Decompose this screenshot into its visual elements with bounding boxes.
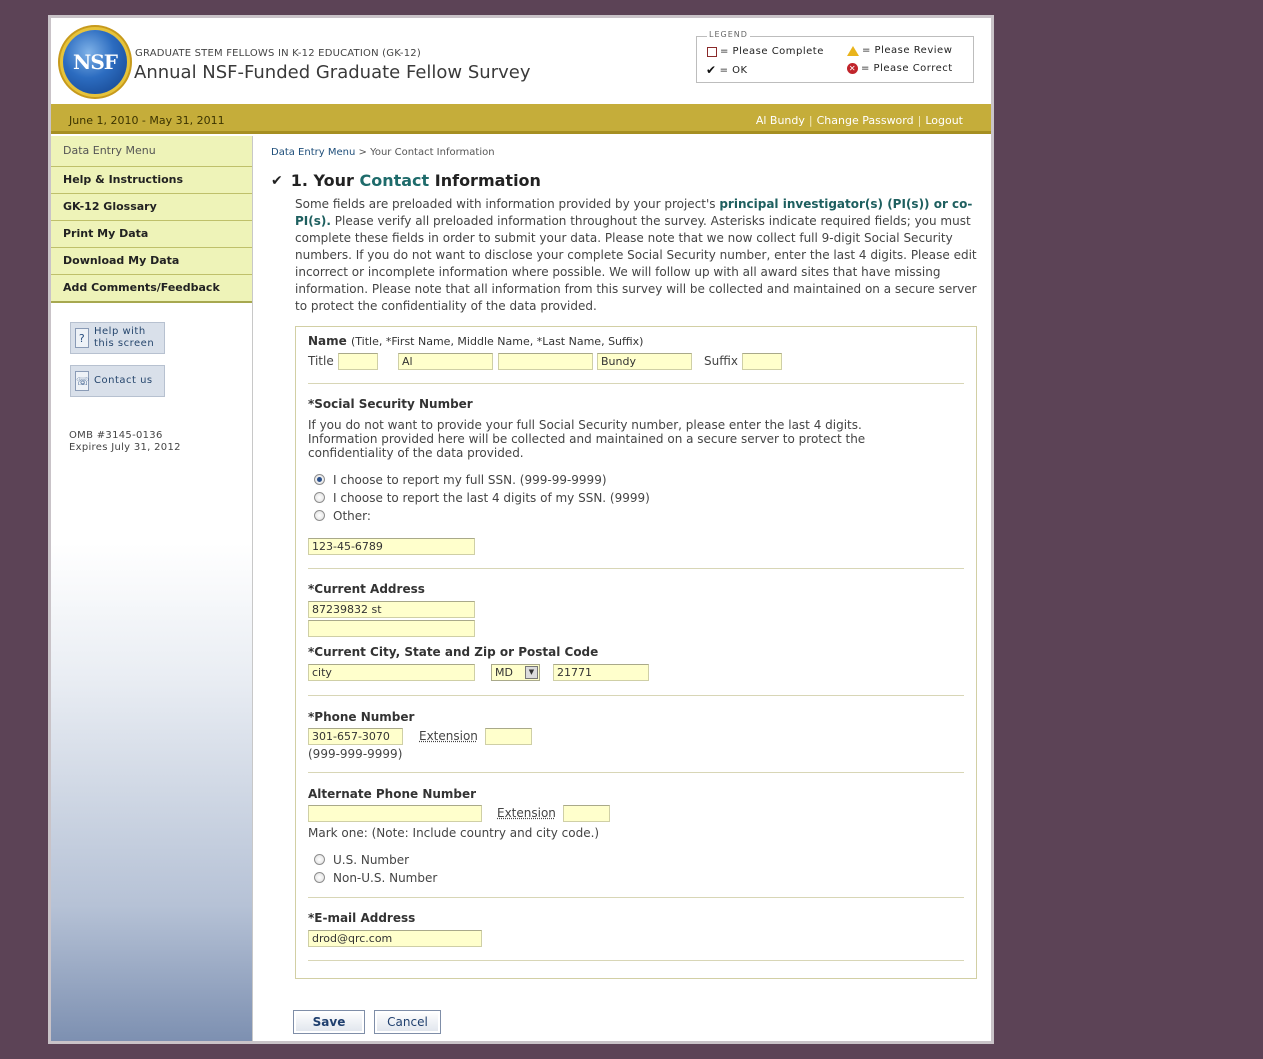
alt-phone-extension-label: Extension <box>497 806 556 820</box>
suffix-label: Suffix <box>704 354 738 368</box>
section-complete-check-icon: ✔ <box>271 172 283 189</box>
legend-please-complete-label: = Please Complete <box>720 46 824 57</box>
omb-info <box>69 430 181 454</box>
top-bar <box>51 104 991 134</box>
ssn-other-radio[interactable] <box>314 510 325 521</box>
reporting-period: June 1, 2010 - May 31, 2011 <box>69 114 225 127</box>
ssn-other-label: Other: <box>333 509 371 523</box>
middle-name-input[interactable] <box>498 353 593 370</box>
window-frame <box>48 15 994 1044</box>
divider <box>308 772 964 773</box>
phone-extension-label: Extension <box>419 729 478 743</box>
breadcrumb-separator: > <box>358 147 367 158</box>
help-button-line1: Help with <box>94 326 146 337</box>
separator: | <box>917 114 922 127</box>
divider <box>308 960 964 961</box>
legend-please-review-label: = Please Review <box>862 45 953 56</box>
user-nav <box>756 114 963 127</box>
city-state-zip-label: *Current City, State and Zip or Postal Code <box>308 645 599 659</box>
save-button[interactable]: Save <box>293 1010 365 1034</box>
state-select[interactable] <box>491 664 540 681</box>
city-input[interactable]: city <box>308 664 475 681</box>
intro-text <box>295 196 977 315</box>
suffix-input[interactable] <box>742 353 782 370</box>
program-subtitle: GRADUATE STEM FELLOWS IN K-12 EDUCATION (GK-12) <box>135 48 421 59</box>
omb-expires: Expires July 31, 2012 <box>69 442 181 453</box>
title-label: Title <box>308 354 334 368</box>
section-title-prefix: 1. Your <box>290 171 360 190</box>
non-us-number-label: Non-U.S. Number <box>333 871 438 885</box>
warning-icon <box>847 46 859 56</box>
ssn-label: *Social Security Number <box>308 397 473 411</box>
omb-number: OMB #3145-0136 <box>69 430 163 441</box>
email-input[interactable]: drod@qrc.com <box>308 930 482 947</box>
name-label-text: Name <box>308 334 347 348</box>
logout-link[interactable]: Logout <box>925 114 963 127</box>
legend-ok-label: = OK <box>719 64 748 76</box>
intro-text-start: Some fields are preloaded with information provided by your project's <box>295 197 720 211</box>
sidebar <box>51 136 253 1041</box>
survey-title: Annual NSF-Funded Graduate Fellow Survey <box>134 62 531 83</box>
breadcrumb <box>271 147 495 158</box>
legend-please-review <box>847 45 952 56</box>
ssn-help-text: If you do not want to provide your full Social Security number, please enter the last 4 digits. Information provided here will be collected and maintained on a secure server to protect the confidentiality of the data provided. <box>308 418 866 460</box>
change-password-link[interactable]: Change Password <box>816 114 914 127</box>
legend-ok <box>706 63 748 77</box>
phone-icon: ☏ <box>75 371 89 391</box>
alt-phone-extension-input[interactable] <box>563 805 610 822</box>
us-number-label: U.S. Number <box>333 853 410 867</box>
ssn-last4-label: I choose to report the last 4 digits of my SSN. (9999) <box>333 491 650 505</box>
divider <box>308 568 964 569</box>
sidebar-item-help-instructions[interactable]: Help & Instructions <box>51 167 252 194</box>
sidebar-item-print-data[interactable]: Print My Data <box>51 221 252 248</box>
error-x-icon: ✕ <box>848 64 857 73</box>
phone-format-hint: (999-999-9999) <box>308 747 403 761</box>
name-hint: (Title, *First Name, Middle Name, *Last Name, Suffix) <box>350 335 644 348</box>
alt-phone-input[interactable] <box>308 805 482 822</box>
section-title-suffix: Information <box>429 171 541 190</box>
last-name-input[interactable]: Bundy <box>597 353 692 370</box>
help-with-screen-button[interactable] <box>70 322 165 354</box>
address-label: *Current Address <box>308 582 425 596</box>
sidebar-menu <box>51 167 252 303</box>
checkmark-icon: ✔ <box>706 63 717 77</box>
cancel-button[interactable]: Cancel <box>374 1010 441 1034</box>
separator: | <box>808 114 813 127</box>
section-title-highlight: Contact <box>359 171 430 190</box>
section-title <box>271 171 541 190</box>
pi-glossary-link[interactable]: principal investigator(s) (PI(s)) or co-PI(s). <box>295 197 973 228</box>
divider <box>308 695 964 696</box>
ssn-input[interactable]: 123-45-6789 <box>308 538 475 555</box>
legend-please-correct-label: = Please Correct <box>861 63 953 74</box>
breadcrumb-data-entry-menu[interactable]: Data Entry Menu <box>271 147 356 158</box>
title-input[interactable] <box>338 353 378 370</box>
zip-input[interactable]: 21771 <box>553 664 649 681</box>
help-button-line2: this screen <box>94 338 155 349</box>
user-name-link[interactable]: Al Bundy <box>755 114 805 127</box>
legend <box>696 30 974 83</box>
header <box>51 18 991 104</box>
sidebar-menu-title: Data Entry Menu <box>51 136 252 167</box>
legend-please-complete <box>707 46 824 57</box>
empty-box-icon <box>707 47 717 57</box>
non-us-number-radio[interactable] <box>314 872 325 883</box>
alt-phone-label: Alternate Phone Number <box>308 787 477 801</box>
address-line2-input[interactable] <box>308 620 475 637</box>
contact-us-button[interactable] <box>70 365 165 397</box>
alt-phone-note: Mark one: (Note: Include country and city code.) <box>308 826 600 840</box>
divider <box>308 383 964 384</box>
main-content <box>253 136 991 1041</box>
sidebar-item-download-data[interactable]: Download My Data <box>51 248 252 275</box>
phone-label: *Phone Number <box>308 710 415 724</box>
sidebar-item-glossary[interactable]: GK-12 Glossary <box>51 194 252 221</box>
contact-button-label: Contact us <box>94 375 153 386</box>
chevron-down-icon: ▼ <box>525 666 538 679</box>
page <box>51 18 991 1041</box>
divider <box>308 897 964 898</box>
ssn-last4-radio[interactable] <box>314 492 325 503</box>
intro-text-end: Please verify all preloaded information throughout the survey. Asterisks indicate required fields; you must complete these fields in order to submit your data. Please note that we now collect full 9-digit Social Security numbers. If you do not want to disclose your complete Social Security number, enter the last 4 digits. Please edit incorrect or incomplete information where possible. We will follow up with all award sites that have missing information. Please note that all information from this survey will be collected and maintained on a secure server to protect the confidentiality of the data provided. <box>295 214 977 313</box>
email-label: *E-mail Address <box>308 911 416 925</box>
first-name-input[interactable]: Al <box>398 353 493 370</box>
phone-input[interactable]: 301-657-3070 <box>308 728 403 745</box>
legend-title: LEGEND <box>709 30 748 39</box>
name-label <box>308 334 643 348</box>
sidebar-item-add-comments[interactable]: Add Comments/Feedback <box>51 275 252 303</box>
legend-please-correct <box>847 63 953 74</box>
nsf-logo: NSF <box>63 30 127 94</box>
phone-extension-input[interactable] <box>485 728 532 745</box>
help-button-label <box>94 326 154 350</box>
us-number-radio[interactable] <box>314 854 325 865</box>
breadcrumb-current: Your Contact Information <box>370 147 495 158</box>
question-icon: ? <box>75 328 89 348</box>
address-line1-input[interactable]: 87239832 st <box>308 601 475 618</box>
contact-form <box>295 326 977 979</box>
ssn-full-radio[interactable] <box>314 474 325 485</box>
state-select-value: MD <box>495 666 513 679</box>
ssn-full-label: I choose to report my full SSN. (999-99-9999) <box>333 473 607 487</box>
